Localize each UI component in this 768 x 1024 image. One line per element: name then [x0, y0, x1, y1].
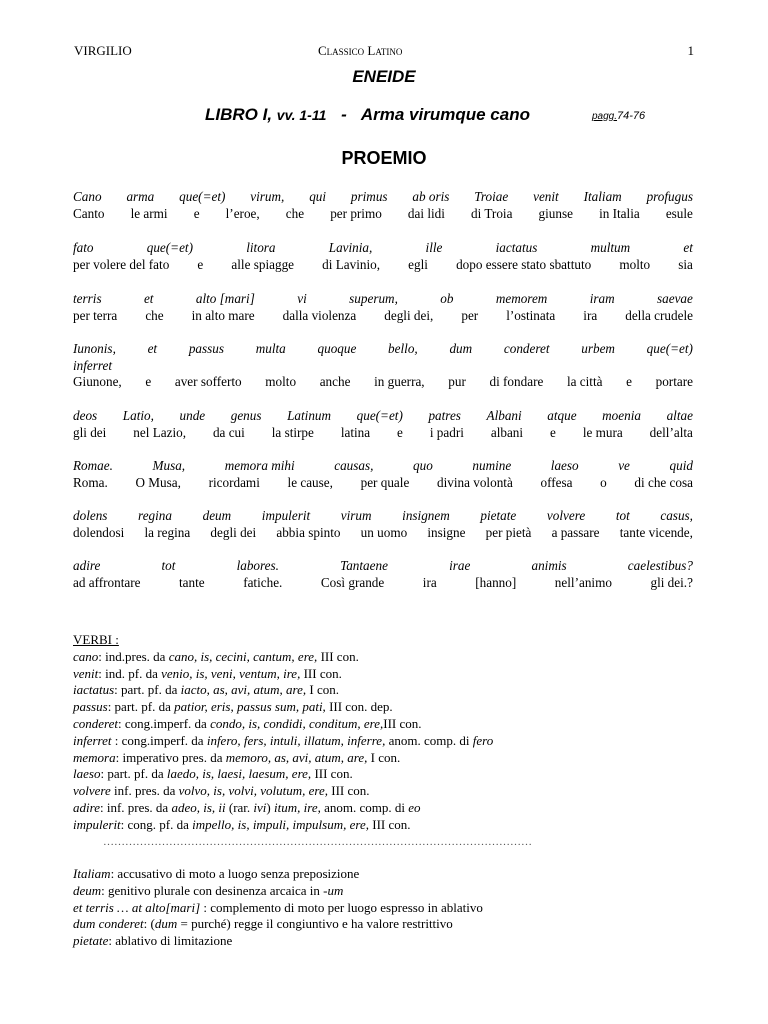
italian-word: ad affrontare [73, 574, 141, 590]
latin-word: multa [255, 341, 286, 356]
verb-desc: : ind. pf. da [98, 665, 162, 681]
verb-root: eo [408, 799, 421, 815]
italian-word: dopo essere stato sbattuto [456, 256, 592, 272]
italian-word: Canto [73, 205, 105, 221]
italian-word: gli dei [73, 424, 107, 440]
latin-word: labores. [236, 558, 279, 573]
verb-text: anom. comp. di [320, 799, 409, 815]
latin-word: regina [138, 508, 172, 523]
note-term: Italiam [73, 866, 111, 881]
italian-word: dai lidi [407, 205, 445, 221]
verse-pair [73, 508, 693, 541]
latin-word: venit [533, 189, 559, 204]
latin-word: atque [547, 408, 577, 423]
latin-word: memorem [495, 291, 548, 306]
verb-paradigm: condo, is, condidi, conditum, ere, [210, 715, 384, 731]
incipit: Arma virumque cano [360, 105, 530, 124]
verb-paradigm: adeo, is, ii [171, 799, 226, 815]
verb-conj: III con. [368, 816, 411, 832]
italian-word: per pietà [485, 524, 532, 540]
latin-word: Italiam [583, 189, 622, 204]
verb-entry [73, 682, 693, 699]
italian-word: in Italia [599, 205, 640, 221]
italian-word: per terra [73, 307, 118, 323]
verse-pair [73, 291, 693, 324]
italian-word: alle spiagge [231, 256, 295, 272]
verb-desc: : inf. pres. da [99, 799, 172, 815]
grammar-note [73, 916, 693, 933]
italian-word: dalla violenza [282, 307, 357, 323]
latin-word: caelestibus? [627, 558, 693, 573]
italian-word: abbia spinto [276, 524, 341, 540]
verse-pair [73, 341, 693, 391]
latin-word: genus [230, 408, 262, 423]
italian-word: degli dei, [384, 307, 434, 323]
italian-word: insigne [427, 524, 466, 540]
italian-word: ira [422, 574, 437, 590]
latin-word: Musa, [152, 458, 186, 473]
latin-line-cont [73, 358, 693, 375]
verb-alt: ivi [253, 799, 267, 815]
verb-desc: : cong.imperf. da [118, 715, 211, 731]
italian-word: per quale [360, 474, 410, 490]
italian-word: della crudele [625, 307, 693, 323]
latin-line [73, 341, 693, 358]
italian-word: Roma. [73, 474, 108, 490]
italian-word: sia [678, 256, 693, 272]
latin-word: patres [428, 408, 461, 423]
italian-line [73, 525, 693, 542]
latin-word: quo [413, 458, 433, 473]
verb-desc: : cong.imperf. da [111, 732, 207, 748]
latin-word: impulerit [261, 508, 311, 523]
verb-conj: III con. [300, 665, 342, 681]
latin-word: vi [297, 291, 307, 306]
latin-line [73, 508, 693, 525]
latin-word: primus [350, 189, 388, 204]
italian-line [73, 257, 693, 274]
verb-entry [73, 783, 693, 800]
page-reference [592, 110, 645, 122]
verb-desc: : part. pf. da [107, 699, 175, 715]
heading-dash: - [341, 105, 347, 124]
verb-form: laeso [73, 766, 101, 782]
verb-conj: III con. [317, 648, 359, 664]
verb-paradigm: memoro, as, avi, atum, are, [225, 749, 368, 765]
note-term: pietate [73, 933, 109, 949]
book-heading [205, 105, 530, 125]
italian-line [73, 374, 693, 391]
verb-entry [73, 800, 693, 817]
italian-word: tante vicende, [619, 524, 693, 540]
verb-desc: : part. pf. da [114, 682, 181, 698]
italian-word: O Musa, [135, 474, 181, 490]
italian-word: da cui [212, 424, 245, 440]
latin-line [73, 408, 693, 425]
note-term: dum conderet [73, 916, 144, 932]
latin-word: tot [161, 558, 176, 573]
italian-word: un uomo [360, 524, 408, 540]
latin-word: insignem [402, 508, 450, 523]
verb-paradigm: venio, is, veni, ventum, ire, [161, 665, 301, 681]
italian-word: e [145, 374, 152, 389]
italian-word: portare [655, 374, 693, 389]
verbs-section [73, 632, 693, 850]
verb-desc: : imperativo pres. da [115, 749, 226, 765]
italian-line [73, 425, 693, 442]
verb-entry [73, 733, 693, 750]
italian-word: per volere del fato [73, 256, 170, 272]
italian-word: dolendosi [73, 524, 125, 540]
latin-word: quid [669, 458, 693, 473]
verb-paradigm: patior, eris, passus sum, pati, [174, 699, 326, 715]
verb-paradigm: cano, is, cecini, cantum, ere, [168, 648, 318, 664]
latin-word: memora mihi [224, 458, 295, 473]
latin-word: dum [449, 341, 473, 356]
verb-desc: inf. pres. da [110, 783, 179, 799]
verb-conj: I con. [306, 682, 339, 698]
latin-word: altae [666, 408, 693, 423]
dotted-separator: ……………………………………………………………………………………………………… [103, 835, 532, 848]
italian-word: e [626, 374, 632, 389]
verse-pair [73, 558, 693, 591]
verb-conj: (rar. [225, 799, 254, 815]
italian-word: molto [265, 374, 297, 389]
verb-conj: anom. comp. di [385, 732, 473, 748]
grammar-note [73, 883, 693, 900]
latin-line [73, 558, 693, 575]
italian-word: in guerra, [374, 374, 425, 389]
italian-word: albani [490, 424, 524, 440]
italian-word: l’ostinata [506, 307, 556, 323]
italian-word: la regina [144, 524, 191, 540]
note-text: : ablativo di limitazione [108, 933, 233, 949]
verb-entry [73, 666, 693, 683]
verb-desc: : cong. pf. da [120, 816, 193, 832]
latin-word: unde [179, 408, 206, 423]
verb-entry [73, 766, 693, 783]
latin-word: superum, [349, 291, 398, 306]
latin-word: arma [126, 189, 155, 204]
latin-word: iram [589, 291, 615, 306]
latin-word: multum [590, 240, 631, 255]
latin-word: animis [531, 558, 567, 573]
latin-word: irae [449, 558, 471, 573]
verb-alt: fero [472, 732, 494, 748]
italian-line [73, 475, 693, 492]
book-number: LIBRO I, [205, 105, 273, 124]
verb-form: adire [73, 799, 100, 815]
verb-entry [73, 716, 693, 733]
latin-word: ab oris [412, 189, 450, 204]
latin-word: conderet [503, 341, 550, 356]
italian-line [73, 206, 693, 223]
italian-word: latina [340, 424, 371, 440]
latin-word: virum [340, 508, 372, 523]
verb-paradigm: impello, is, impuli, impulsum, ere, [192, 816, 369, 832]
italian-word: e [197, 256, 204, 272]
latin-word: inferret [73, 357, 113, 373]
note-text: : accusativo di moto a luogo senza preposizione [110, 866, 360, 881]
pages-label: pagg. [592, 111, 618, 122]
italian-word: nell’animo [554, 574, 612, 590]
verse-pair [73, 189, 693, 222]
italian-word: e [193, 205, 200, 221]
latin-word: quoque [317, 341, 357, 356]
verb-entry [73, 649, 693, 666]
verb-text: ) [266, 799, 275, 815]
note-term: deum [73, 882, 102, 898]
latin-word: tot [615, 508, 630, 523]
latin-word: Latinum [287, 408, 332, 423]
verb-conj: III con. dep. [325, 699, 393, 715]
verb-paradigm: infero, fers, intuli, illatum, inferre, [206, 732, 386, 748]
italian-line [73, 575, 693, 592]
verb-conj: III con. [311, 766, 353, 782]
latin-word: litora [246, 240, 276, 255]
verb-form: impulerit [73, 816, 121, 832]
verb-form: inferret [73, 732, 112, 748]
italian-word: e [550, 424, 556, 440]
latin-word: et [147, 341, 158, 356]
italian-word: l’eroe, [225, 205, 260, 221]
latin-word: volvere [546, 508, 586, 523]
italian-word: ira [583, 307, 598, 323]
italian-word: divina volontà [436, 474, 513, 490]
latin-word: et [143, 291, 154, 306]
latin-word: Lavinia, [328, 240, 373, 255]
verb-paradigm: iacto, as, avi, atum, are, [180, 682, 307, 698]
italian-word: o [600, 474, 607, 490]
italian-word: per primo [330, 205, 382, 221]
latin-word: que(=et) [356, 408, 403, 423]
italian-word: di Lavinio, [322, 256, 381, 272]
note-term: et terris … at alto[mari] [73, 899, 201, 915]
latin-word: que(=et) [146, 240, 193, 255]
verbs-heading: VERBI : [73, 632, 119, 647]
verb-conj: III con. [328, 783, 370, 799]
latin-word: urbem [581, 341, 615, 356]
latin-word: Latio, [122, 408, 154, 423]
latin-line [73, 291, 693, 308]
italian-word: offesa [540, 474, 573, 490]
verb-desc: : ind.pres. da [98, 648, 169, 664]
latin-word: casus, [660, 508, 693, 523]
note-term: -um [323, 882, 344, 898]
latin-word: laeso [550, 458, 579, 473]
verb-conj: I con. [367, 749, 401, 765]
latin-word: terris [73, 291, 102, 306]
grammar-notes [73, 866, 693, 950]
latin-word: passus [188, 341, 225, 356]
italian-word: le mura [582, 424, 623, 440]
latin-word: Tantaene [340, 558, 388, 573]
latin-word: fato [73, 240, 94, 255]
verse-pair [73, 408, 693, 441]
italian-word: giunse [538, 205, 573, 221]
latin-word: iactatus [495, 240, 538, 255]
verb-form: passus [73, 699, 108, 715]
italian-line [73, 308, 693, 325]
italian-word: di che cosa [634, 474, 693, 490]
latin-word: Iunonis, [73, 341, 116, 356]
page-header [74, 43, 694, 61]
latin-word: virum, [250, 189, 285, 204]
pages-range: 74-76 [617, 110, 646, 122]
latin-word: profugus [646, 189, 693, 204]
grammar-note [73, 866, 693, 883]
work-title: ENEIDE [352, 67, 416, 86]
grammar-note [73, 900, 693, 917]
italian-word: nel Lazio, [133, 424, 187, 440]
italian-word: la città [566, 374, 603, 389]
italian-word: di fondare [489, 374, 544, 389]
italian-word: di Troia [471, 205, 513, 221]
italian-word: anche [319, 374, 351, 389]
italian-word: in alto mare [191, 307, 255, 323]
latin-word: deos [73, 408, 98, 423]
verb-paradigm: laedo, is, laesi, laesum, ere, [166, 766, 312, 782]
latin-line [73, 189, 693, 206]
section-title: PROEMIO [341, 148, 427, 168]
italian-word: ricordami [208, 474, 260, 490]
italian-word: fatiche. [243, 574, 283, 590]
verb-form: memora [73, 749, 116, 765]
italian-word: gli dei.? [650, 574, 693, 590]
verb-entry [73, 750, 693, 767]
page-number: 1 [687, 43, 694, 58]
verb-form: iactatus [73, 682, 115, 698]
verse-range: vv. 1-11 [276, 107, 327, 123]
latin-word: Cano [73, 189, 102, 204]
italian-word: tante [179, 574, 205, 590]
italian-word: pur [448, 374, 466, 389]
latin-line [73, 240, 693, 257]
verb-form: volvere [73, 783, 111, 799]
verb-entry [73, 817, 693, 834]
verb-form: venit [73, 665, 99, 681]
latin-word: bello, [388, 341, 418, 356]
italian-word: degli dei [210, 524, 257, 540]
italian-word: i padri [429, 424, 464, 440]
note-text: : complemento di moto per luogo espresso in ablativo [200, 899, 483, 915]
verse-pair [73, 458, 693, 491]
grammar-note [73, 933, 693, 950]
verb-paradigm: itum, ire, [274, 799, 321, 815]
italian-word: molto [619, 256, 651, 272]
latin-word: numine [472, 458, 512, 473]
verb-entry [73, 699, 693, 716]
italian-word: Così grande [320, 574, 385, 590]
verse-pair [73, 240, 693, 273]
note-text: = purché) regge il congiuntivo e ha valore restrittivo [177, 916, 453, 932]
verb-form: cano [73, 648, 99, 664]
latin-word: moenia [602, 408, 641, 423]
latin-word: Troiae [474, 189, 509, 204]
italian-word: la stirpe [271, 424, 314, 440]
verb-conj: III con. [383, 715, 422, 731]
italian-word: esule [665, 205, 693, 221]
italian-word: egli [408, 256, 428, 272]
latin-word: Romae. [73, 458, 113, 473]
verb-form: conderet [73, 715, 118, 731]
italian-word: le cause, [287, 474, 333, 490]
italian-word: [hanno] [475, 574, 517, 590]
note-text: : genitivo plurale con desinenza arcaica in [101, 882, 324, 898]
verb-paradigm: volvo, is, volvi, volutum, ere, [178, 783, 328, 799]
verb-desc: : part. pf. da [100, 766, 167, 782]
latin-word: et [683, 240, 693, 255]
latin-word: Albani [486, 408, 522, 423]
italian-word: per [461, 307, 479, 323]
latin-word: saevae [657, 291, 693, 306]
note-text: : ( [143, 916, 155, 932]
italian-word: e [397, 424, 403, 440]
italian-word: che [145, 307, 164, 323]
latin-word: qui [309, 189, 327, 204]
latin-word: alto [mari] [195, 291, 255, 306]
latin-word: pietate [480, 508, 517, 523]
italian-word: aver sofferto [174, 374, 242, 389]
latin-word: que(=et) [646, 341, 693, 356]
latin-word: dolens [73, 508, 108, 523]
latin-word: que(=et) [179, 189, 226, 204]
italian-word: a passare [551, 524, 600, 540]
latin-word: ille [425, 240, 443, 255]
note-term: dum [154, 916, 178, 932]
italian-word: le armi [130, 205, 168, 221]
latin-word: deum [202, 508, 232, 523]
italian-word: Giunone, [73, 374, 122, 389]
latin-word: adire [73, 558, 101, 573]
latin-word: causas, [334, 458, 374, 473]
header-author: VIRGILIO [74, 43, 132, 58]
latin-word: ob [440, 291, 454, 306]
header-collection: Classico Latino [318, 43, 403, 58]
latin-word: ve [618, 458, 630, 473]
italian-word: che [285, 205, 305, 221]
latin-line [73, 458, 693, 475]
italian-word: dell’alta [649, 424, 693, 440]
